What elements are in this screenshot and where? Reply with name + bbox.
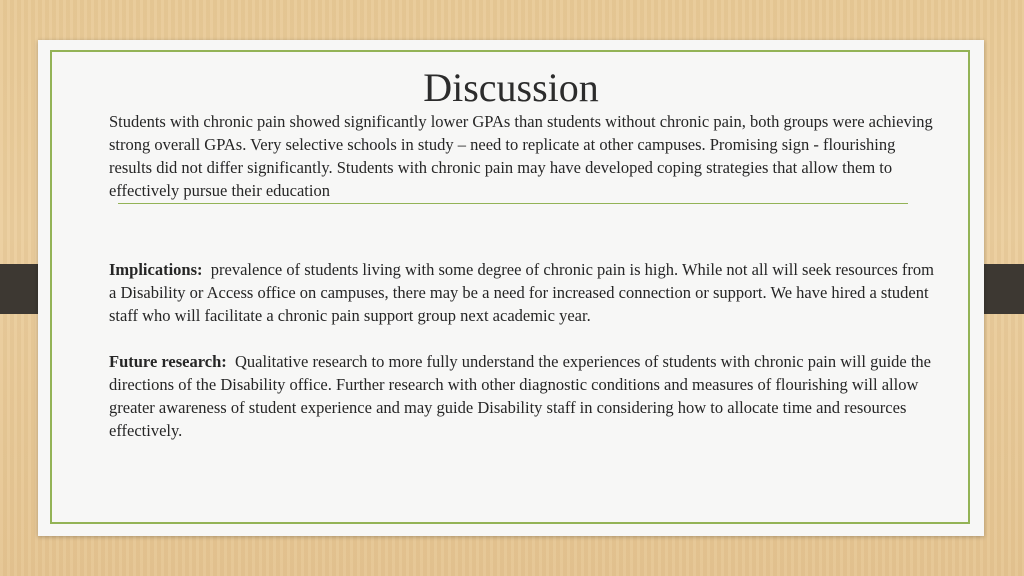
future-research-paragraph bbox=[109, 350, 939, 442]
implications-label: Implications: bbox=[109, 260, 203, 279]
future-research-text: Qualitative research to more fully understand the experiences of students with chronic pain will guide the directions of the Disability office. Further research with other diagnostic conditions and measures of flourishing will allow greater awareness of student experience and may guide Disability staff in considering how to allocate time and resources effectively. bbox=[109, 352, 932, 440]
implications-text: prevalence of students living with some degree of chronic pain is high. While not all will seek resources from a Disability or Access office on campuses, there may be a need for increased connection or support. We have hired a student staff who will facilitate a chronic pain support group next academic year. bbox=[109, 260, 934, 325]
slide-title: Discussion bbox=[423, 65, 599, 110]
implications-paragraph bbox=[109, 258, 939, 327]
future-research-label: Future research: bbox=[109, 352, 227, 371]
slide-card bbox=[38, 40, 984, 536]
section-divider bbox=[118, 203, 908, 204]
summary-paragraph: Students with chronic pain showed significantly lower GPAs than students without chronic pain, both groups were achieving strong overall GPAs. Very selective schools in study – need to replicate at other campuses. Promising sign - flourishing results did not differ significantly. Students with chronic pain may have developed coping strategies that allow them to effectively pursue their education bbox=[109, 112, 933, 200]
